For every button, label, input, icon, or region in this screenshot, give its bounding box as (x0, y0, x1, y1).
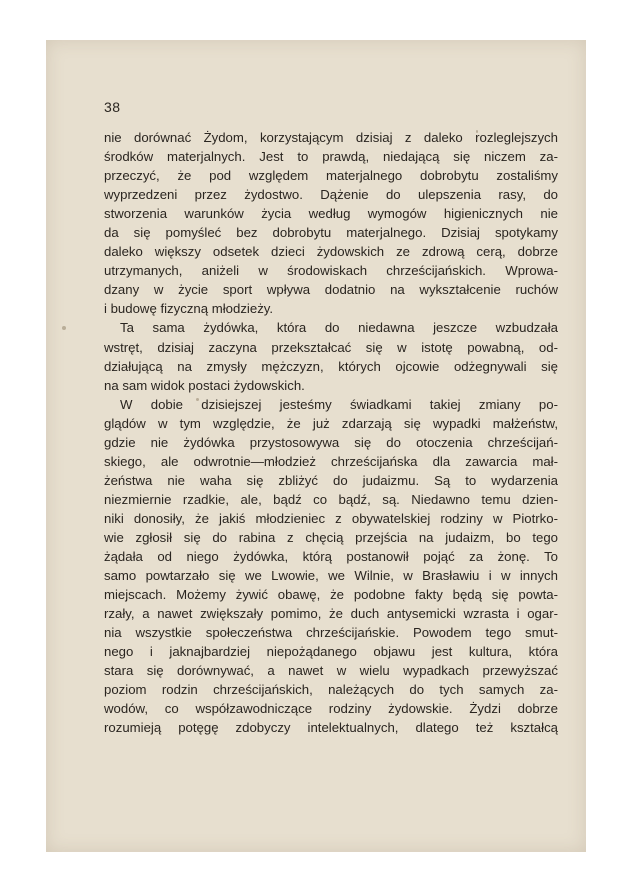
text-line: poziom rodzin chrześcijańskich, należących do tych samych za- (104, 682, 558, 698)
text-line: wie zgłosił się do rabina z chęcią przejścia na judaizm, bo tego (104, 529, 558, 545)
text-line: skiego, ale odwrotnie—młodzież chrześcijańska dla zawarcia mał- (104, 453, 558, 469)
text-line: utrzymanych, aniżeli w środowiskach chrześcijańskich. Wprowa- (104, 263, 558, 279)
text-line: działującą na zmysły mężczyzn, których ojcowie odżegnywali się (104, 358, 558, 374)
text-line: daleko większy odsetek dzieci żydowskich ze zdrową cerą, dobrze (104, 244, 558, 260)
text-line: da się pomyśleć bez dobrobytu materjalnego. Dzisiaj spotykamy (104, 225, 558, 241)
text-line: glądów w tym względzie, że już zdarzają się wypadki małżeństw, (104, 415, 558, 431)
text-line: żądała od niego żydówka, którą postanowił pojąć za żonę. To (104, 549, 558, 565)
text-line: gdzie nie żydówka przystosowywa się do otoczenia chrześcijań- (104, 434, 558, 450)
text-line: niki donosiły, że jakiś młodzieniec z obywatelskiej rodziny w Piotrko- (104, 510, 558, 526)
body-text (104, 128, 558, 738)
paper-speck (62, 326, 66, 330)
text-line: wyprzedzeni przez żydostwo. Dążenie do ulepszenia rasy, do (104, 187, 558, 203)
text-line: W dobie dzisiejszej jesteśmy świadkami takiej zmiany po- (120, 396, 558, 412)
text-line: wodów, co współzawodniczące rodziny żydowskie. Żydzi dobrze (104, 701, 558, 717)
text-line: rozumieją potęgę zdobyczy intelektualnych, dlatego też kształcą (104, 720, 558, 736)
text-line: dzany w życie sport wpływa dodatnio na wykształcenie ruchów (104, 282, 558, 298)
text-line: żeństwa nie waha się zbliżyć do judaizmu. Są to wydarzenia (104, 472, 558, 488)
text-line: miejscach. Możemy żywić obawę, że podobne fakty będą się powta- (104, 587, 558, 603)
page-number: 38 (104, 99, 121, 115)
text-line: i budowę fizyczną młodzieży. (104, 301, 274, 317)
text-line: nego i jaknajbardziej niepożądanego objawu jest kultura, która (104, 644, 558, 660)
text-line: niezmiernie rzadkie, ale, bądź co bądź, są. Niedawno temu dzien- (104, 491, 558, 507)
text-line: środków materjalnych. Jest to prawdą, niedającą się niczem za- (104, 149, 558, 165)
text-line: stworzenia warunków życia według wymogów higienicznych nie (104, 206, 558, 222)
text-line: stara się dorównywać, a nawet w wielu wypadkach przewyższać (104, 663, 558, 679)
text-line: wstręt, dzisiaj zaczyna przekształcać się w istotę powabną, od- (104, 339, 558, 355)
text-line: samo powtarzało się we Lwowie, we Wilnie, w Brasławiu i w innych (104, 568, 558, 584)
text-line: rzały, a nawet zwiększały pomimo, że duch antysemicki wzrasta i ogar- (104, 606, 558, 622)
text-line: nie dorównać Żydom, korzystającym dzisiaj z daleko rozleglejszych (104, 130, 558, 145)
text-line: na sam widok postaci żydowskich. (104, 377, 305, 393)
text-line: nia wszystkie społeczeństwa chrześcijańskie. Powodem tego smut- (104, 625, 558, 641)
text-line: przeczyć, że pod względem materjalnego dobrobytu zostaliśmy (104, 168, 558, 184)
text-line: Ta sama żydówka, która do niedawna jeszcze wzbudzała (120, 320, 558, 336)
